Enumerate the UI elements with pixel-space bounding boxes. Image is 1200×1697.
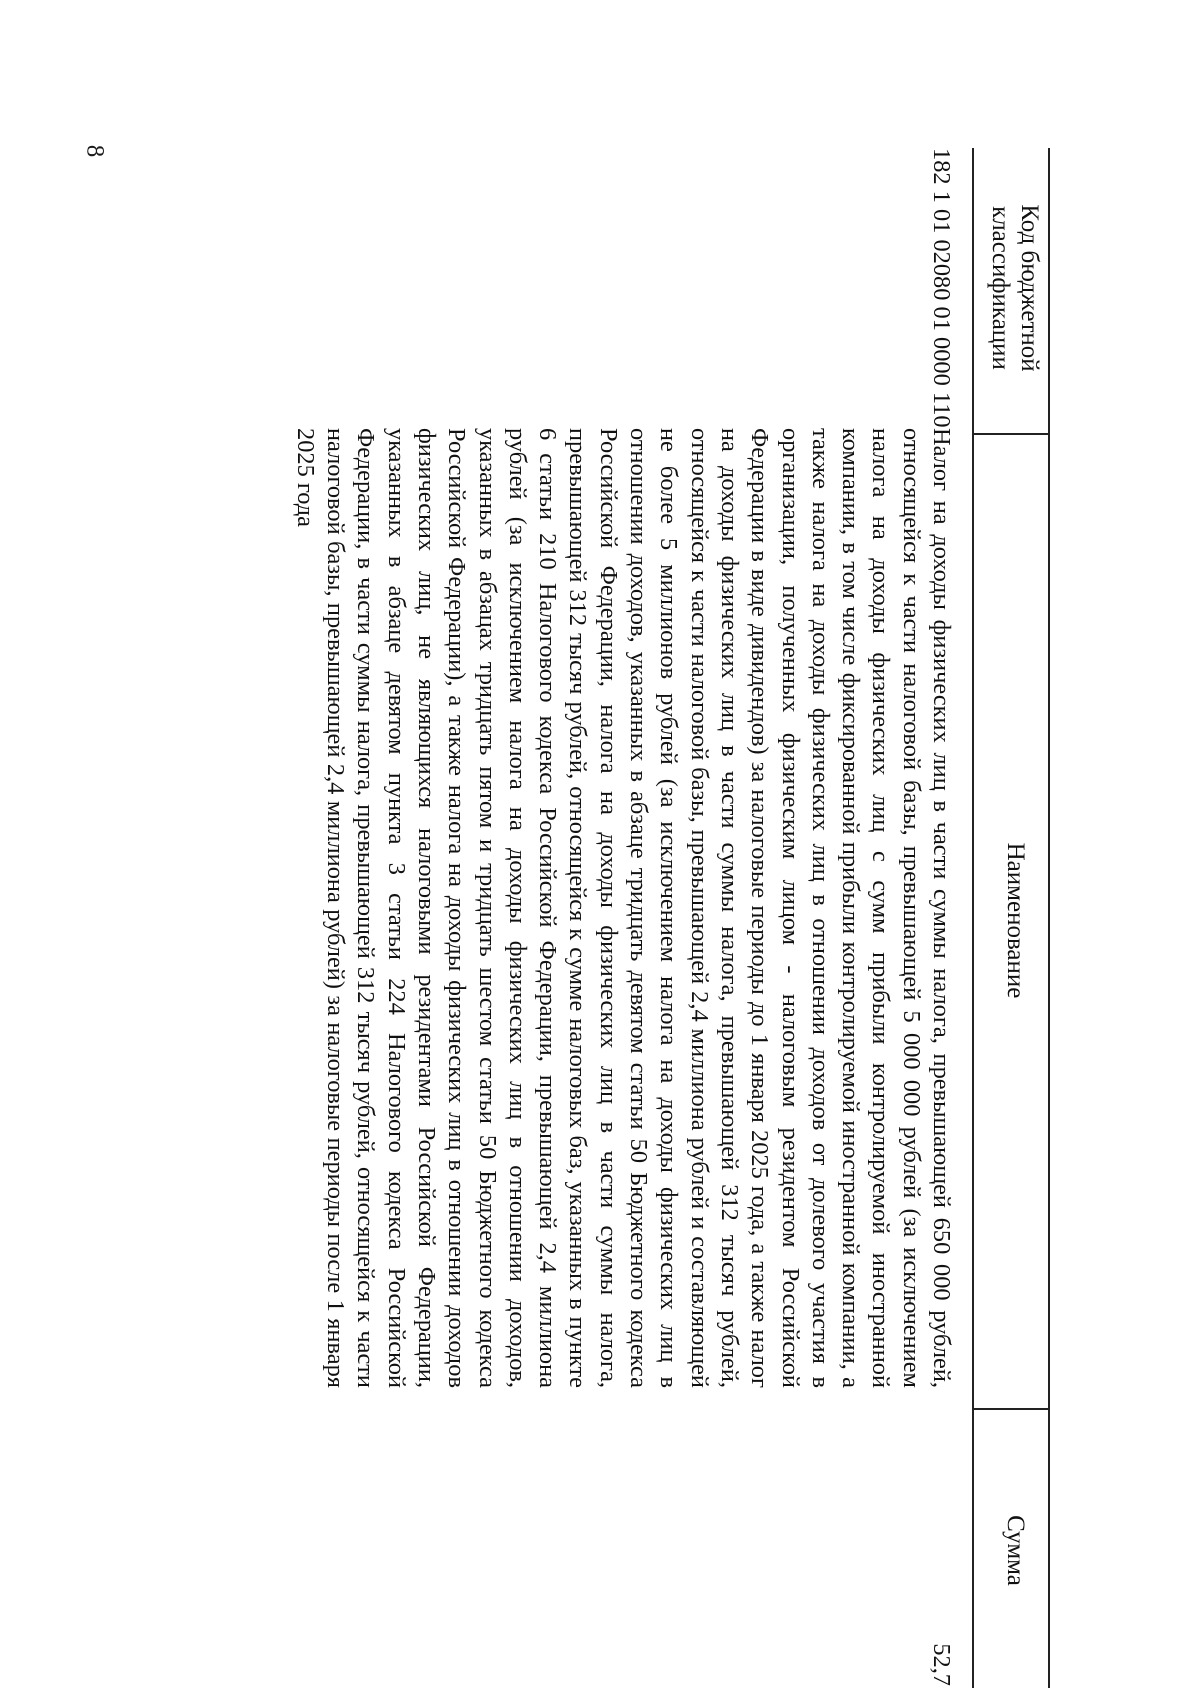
header-amount — [1001, 1413, 1030, 1688]
header-name — [1001, 438, 1030, 1403]
header-amount-label: Сумма — [1002, 1515, 1029, 1586]
rotated-table — [150, 148, 1050, 1688]
header-col-divider-2 — [972, 1408, 1050, 1410]
row-name: Налог на доходы физических лиц в части суммы налога, превышающей 650 000 рублей, относящейся к части налоговой базы, превышающей 5 000 000 рублей (за исключением налога на доходы физических лиц с сумм прибыли контролируемой иностранной компании, в том числе фиксированной прибыли контролируемой иностранной компании, а также налога на доходы физических лиц в отношении доходов от долевого участия в организации, полученных физическим лицом - налоговым резидентом Российской Федерации в виде дивидендов) за налоговые периоды до 1 января 2025 года, а также налог на доходы физических лиц в части суммы налога, превышающей 312 тысяч рублей, относящейся к части налоговой базы, превышающей 2,4 миллиона рублей и составляющей не более 5 миллионов рублей (за исключением налога на доходы физических лиц в отношении доходов, указанных в абзаце тридцать девятом статьи 50 Бюджетного кодекса Российской Федерации, налога на доходы физических лиц в части суммы налога, превышающей 312 тысяч рублей, относящейся к сумме налоговых баз, указанных в пункте 6 статьи 210 Налогового кодекса Российской Федерации, превышающей 2,4 миллиона рублей (за исключением налога на доходы физических лиц в отношении доходов, указанных в абзацах тридцать пятом и тридцать шестом статьи 50 Бюджетного кодекса Российской Федерации), а также налога на доходы физических лиц в отношении доходов физических лиц, не являющихся налоговыми резидентами Российской Федерации, указанных в абзаце девятом пункта 3 статьи 224 Налогового кодекса Российской Федерации, в части суммы налога, превышающей 312 тысяч рублей, относящейся к части налоговой базы, превышающей 2,4 миллиона рублей) за налоговые периоды после 1 января 2025 года — [291, 428, 955, 1388]
header-code — [986, 148, 1044, 428]
header-code-label: Код бюджетной классификации — [987, 204, 1043, 372]
row-amount: 52,7 — [928, 1643, 955, 1686]
page-number: 8 — [81, 144, 109, 158]
header-name-label: Наименование — [1002, 842, 1029, 999]
table-top-rule — [1048, 148, 1050, 1688]
row-code: 182 1 01 02080 01 0000 110 — [928, 148, 955, 428]
header-bottom-rule — [972, 148, 974, 1688]
header-col-divider-1 — [972, 433, 1050, 435]
